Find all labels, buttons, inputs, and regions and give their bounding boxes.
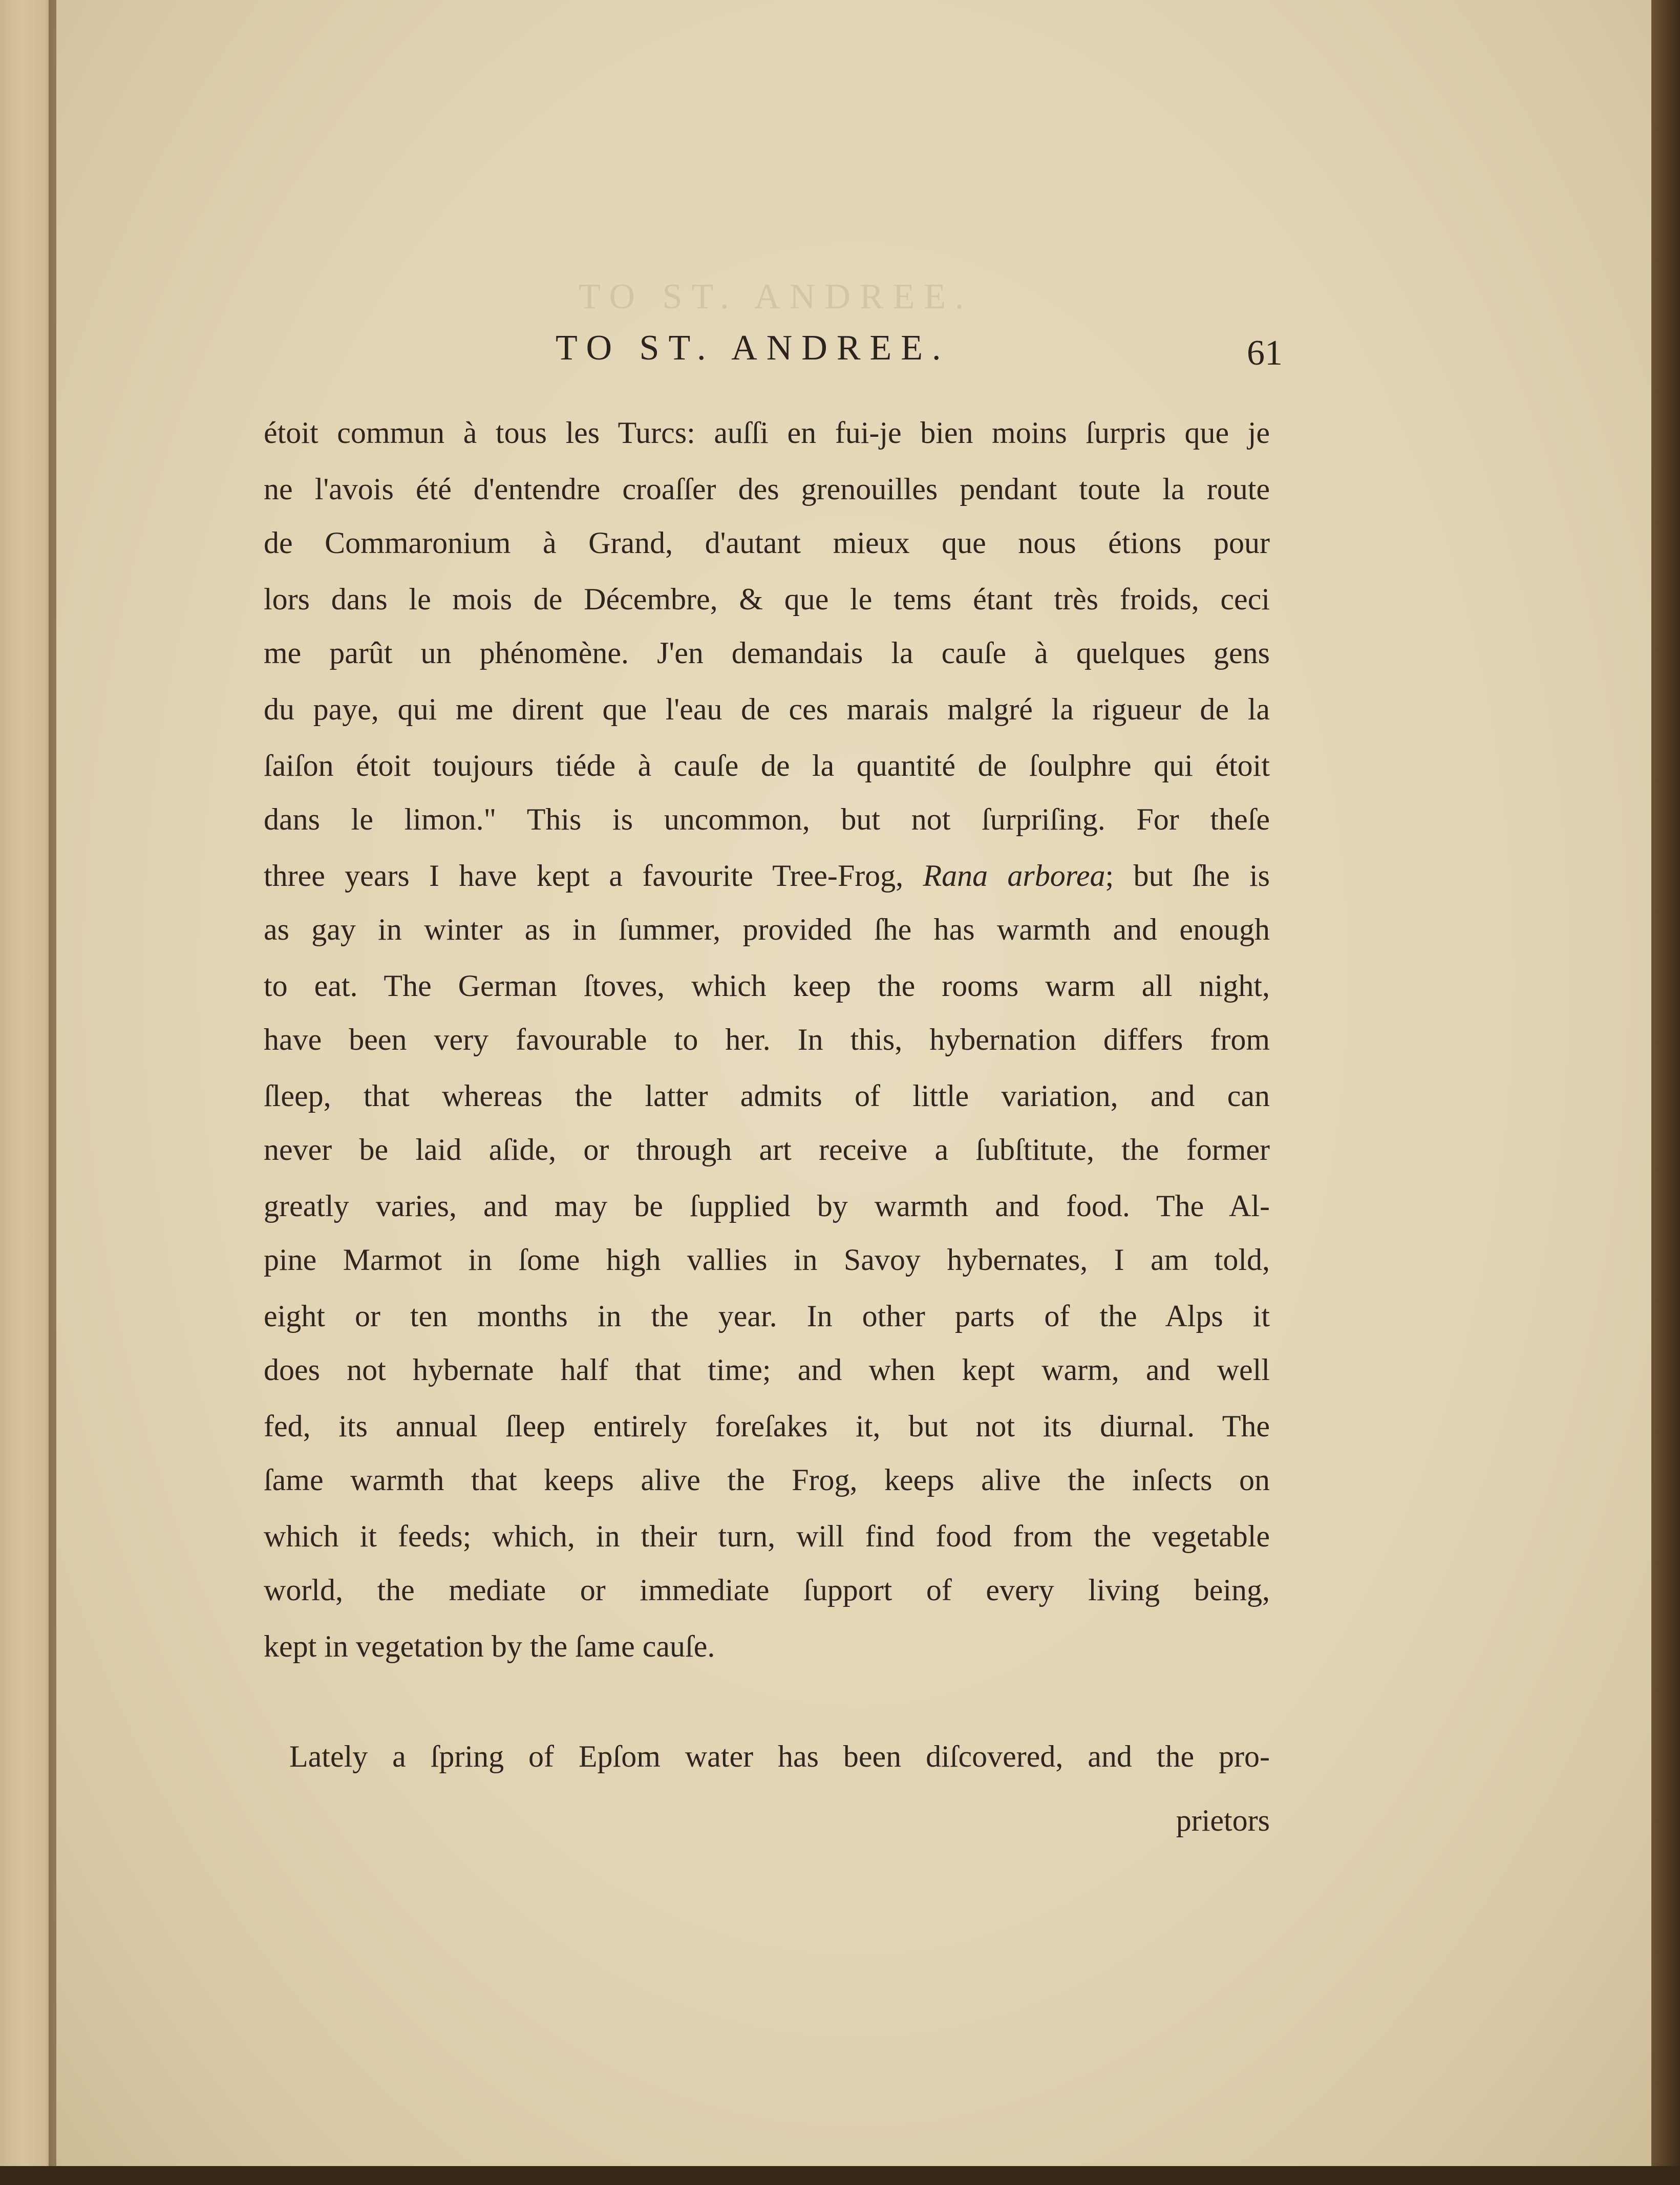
- body-line: greatly varies, and may be ſupplied by warmth and food. The Al-: [264, 1189, 1270, 1223]
- body-line: does not hybernate half that time; and when kept warm, and well: [264, 1353, 1270, 1387]
- body-line: world, the mediate or immediate ſupport of every living being,: [264, 1573, 1270, 1607]
- body-line: have been very favourable to her. In this, hybernation differs from: [264, 1023, 1270, 1056]
- body-line: to eat. The German ſtoves, which keep the rooms warm all night,: [264, 969, 1270, 1003]
- body-line: me parût un phénomène. J'en demandais la cauſe à quelques gens: [264, 636, 1270, 670]
- body-line: which it feeds; which, in their turn, will find food from the vegetable: [264, 1519, 1270, 1553]
- body-line: fed, its annual ſleep entirely foreſakes it, but not its diurnal. The: [264, 1409, 1270, 1443]
- body-line: ſleep, that whereas the latter admits of little variation, and can: [264, 1079, 1270, 1113]
- body-line: ſaiſon étoit toujours tiéde à cauſe de la quantité de ſoulphre qui étoit: [264, 749, 1270, 782]
- body-line: ne l'avois été d'entendre croaſſer des grenouilles pendant toute la route: [264, 472, 1270, 506]
- show-through-running-head: TO ST. ANDREE.: [579, 277, 973, 316]
- page-bottom-edge: [0, 2166, 1680, 2185]
- species-name: Rana arborea: [923, 859, 1105, 893]
- body-line: dans le limon." This is uncommon, but not ſurpriſing. For theſe: [264, 802, 1270, 836]
- facing-page-edge: [0, 0, 56, 2185]
- page-number: 61: [1247, 333, 1283, 373]
- body-line: de Commaronium à Grand, d'autant mieux que nous étions pour: [264, 526, 1270, 560]
- body-line: never be laid aſide, or through art receive a ſubſtitute, the former: [264, 1133, 1270, 1166]
- body-line: du paye, qui me dirent que l'eau de ces marais malgré la rigueur de la: [264, 692, 1270, 726]
- body-line: lors dans le mois de Décembre, & que le tems étant très froids, ceci: [264, 582, 1270, 616]
- running-head: TO ST. ANDREE.: [556, 328, 950, 368]
- body-line: pine Marmot in ſome high vallies in Savoy hybernates, I am told,: [264, 1243, 1270, 1277]
- body-line: ſame warmth that keeps alive the Frog, keeps alive the inſects on: [264, 1463, 1270, 1497]
- frog-line-end: ; but ſhe is: [1105, 859, 1270, 893]
- page-fore-edge: [1651, 0, 1680, 2185]
- catchword: prietors: [1176, 1804, 1270, 1837]
- body-line: étoit commun à tous les Turcs: auſſi en fui-je bien moins ſurpris que je: [264, 416, 1270, 450]
- body-line-frog: [264, 860, 1270, 891]
- frog-line-start: three years I have kept a favourite Tree-Frog,: [264, 859, 923, 893]
- body-line: kept in vegetation by the ſame cauſe.: [264, 1629, 715, 1663]
- body-line: eight or ten months in the year. In other parts of the Alps it: [264, 1299, 1270, 1333]
- body-line: as gay in winter as in ſummer, provided ſhe has warmth and enough: [264, 913, 1270, 946]
- new-paragraph-line: Lately a ſpring of Epſom water has been diſcovered, and the pro-: [289, 1739, 1270, 1773]
